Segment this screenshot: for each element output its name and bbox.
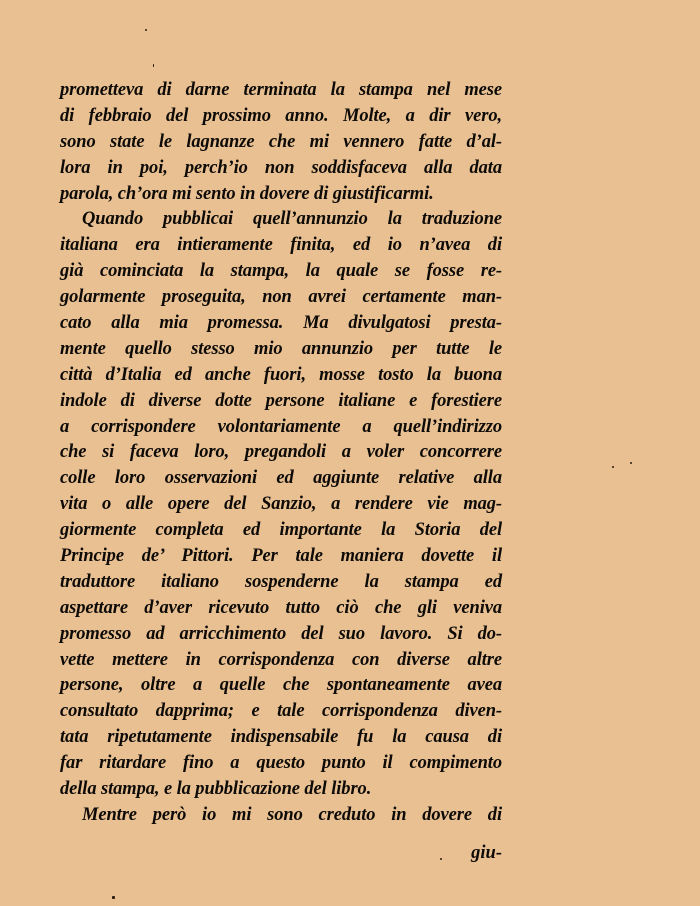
body-text xyxy=(60,78,502,829)
text-line: consultato dapprima; e tale corrispondenza diven- xyxy=(60,701,502,722)
text-line: indole di diverse dotte persone italiane e forestiere xyxy=(60,390,502,411)
text-line: lora in poi, perch’io non soddisfaceva alla data xyxy=(60,157,502,178)
text-line: già cominciata la stampa, la quale se fosse re- xyxy=(60,261,502,282)
text-line: traduttore italiano sospenderne la stampa ed xyxy=(60,571,502,592)
text-line: Mentre però io mi sono creduto in dovere di xyxy=(82,804,502,825)
text-line: italiana era intieramente finita, ed io n’avea di xyxy=(60,235,502,256)
text-line: che si faceva loro, pregandoli a voler concorrere xyxy=(60,442,502,463)
text-line: Quando pubblicai quell’annunzio la traduzione xyxy=(82,209,502,230)
text-line: della stampa, e la pubblicazione del libro. xyxy=(60,779,372,800)
ink-speck xyxy=(612,466,614,468)
text-line: cato alla mia promessa. Ma divulgatosi presta- xyxy=(60,313,502,334)
text-line: far ritardare fino a questo punto il compimento xyxy=(60,753,502,774)
text-line: giormente completa ed importante la Storia del xyxy=(60,520,502,541)
text-line: vita o alle opere del Sanzio, a rendere vie mag- xyxy=(60,494,502,515)
text-line: Principe de’ Pittori. Per tale maniera dovette il xyxy=(60,546,502,567)
text-line: città d’Italia ed anche fuori, mosse tosto la buona xyxy=(60,364,502,385)
text-line: promettevа di darne terminata la stampa nel mese xyxy=(60,80,502,100)
text-line: parola, ch’ora mi sento in dovere di giustificarmi. xyxy=(60,183,434,204)
text-line: sono state le lagnanze che mi vennero fatte d’al- xyxy=(60,131,502,152)
text-line: persone, oltre a quelle che spontaneamente avea xyxy=(60,675,502,696)
text-line: aspettare d’aver ricevuto tutto ciò che gli veniva xyxy=(60,597,502,618)
catchword: giu- xyxy=(471,843,502,863)
ink-speck xyxy=(112,896,115,899)
text-line: golarmente proseguita, non avrei certamente man- xyxy=(60,287,502,308)
text-line: colle loro osservazioni ed aggiunte relative alla xyxy=(60,468,502,489)
text-line: promesso ad arricchimento del suo lavoro. Si do- xyxy=(60,623,502,644)
text-line: tata ripetutamente indispensabile fu la causa di xyxy=(60,727,502,748)
ink-speck xyxy=(153,64,154,67)
text-line: di febbraio del prossimo anno. Molte, a dir vero, xyxy=(60,105,502,126)
text-line: vette mettere in corrispondenza con diverse altre xyxy=(60,649,502,670)
text-line: a corrispondere volontariamente a quell’indirizzo xyxy=(60,416,502,437)
ink-speck xyxy=(440,858,442,860)
ink-speck xyxy=(145,29,147,31)
ink-speck xyxy=(630,462,632,464)
text-line: mente quello stesso mio annunzio per tutte le xyxy=(60,338,502,359)
